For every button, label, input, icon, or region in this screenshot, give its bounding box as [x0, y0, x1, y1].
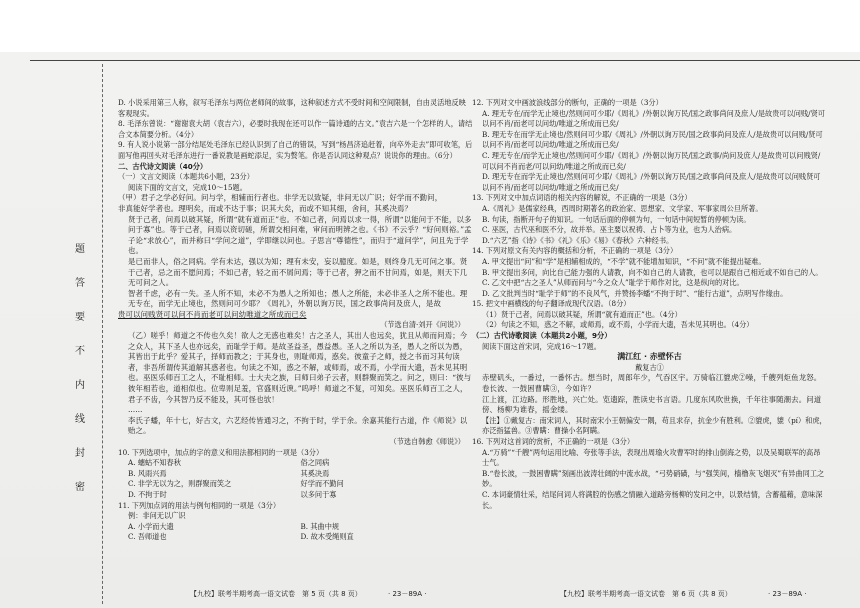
passage-e: （乙）嗟乎！师道之不传也久矣！欲人之无惑也难矣！古之圣人，其出人也远矣，犹且从师而问焉；今之众人，其下圣人也亦远矣，而耻学于师。是故圣益圣，愚益愚。圣人之所以为圣，愚人之所以为愚，其皆出于此乎？爱其子，择师而教之；于其身也，则耻师焉，惑矣。彼童子之师，授之书而习其句读者，非吾所谓传其道解其惑者也。句读之不知，惑之不解，或师焉，或不焉，小学而大遗，吾未见其明也。巫医乐师百工之人，不耻相师。士大夫之族，曰师曰弟子云者，则群聚而笑之。问之，则曰：“彼与彼年相若也，道相似也。位卑则足羞，官盛则近谀。”呜呼！师道之不复，可知矣。巫医乐师百工之人，君子不齿，今其智乃反不能及，其可怪也欤！ [128, 331, 472, 404]
question-11-options [118, 522, 473, 543]
footer-right-code: · 23－89A · [768, 590, 807, 598]
passage-c: 是已而非人，俗之同病。学有未达，强以为知；理有未安，妄以臆度。如是，则终身几无可问之事。贤于己者，忌之而不愿问焉；不如己者，轻之而不屑问焉；等于己者，狎之而不甘问焉，如是，则天下几无可问之人。 [128, 256, 468, 288]
binding-word: 密 [75, 482, 85, 493]
footer-right-label: 【九校】联考半期考高一语文试卷 第 6 页（共 8 页） [560, 590, 732, 598]
q15-part-1: （1）贤于己者，问焉以破其疑，所谓“就有道而正”也。（4分） [482, 309, 682, 319]
question-13: 13. 下列对文中加点词语的相关内容的解说，不正确的一项是（3分） [472, 193, 692, 203]
passage-ellipsis: …… [128, 405, 143, 415]
poem-stanza-2: 江上渡，江边路。形胜地，兴亡处。览遗踪，胜读史书言语。几度东风吹世换，千年往事随潮去。问道傍、杨柳为谁春，摇金缕。 [482, 394, 822, 415]
passage-b: 贤于己者，问焉以破其疑，所谓“就有道而正”也。不如己者，问焉以求一得，所谓“以能问于不能，以多问于寡”也。等于己者，问焉以资切磋，所谓交相问难，审问而明辨之也。《书》不云乎？“好问则裕。”孟子论“求放心”，而并称曰“学问之道”，学即继以问也。子思言“尊德性”，而归于“道问学”，问且先于学也。 [128, 214, 472, 256]
reading-instruction: 阅读下面的文言文，完成10～15题。 [128, 182, 247, 192]
question-10: 10. 下列选项中，加点的字的意义和用法都相同的一项是（3分） [118, 447, 324, 457]
q14-option-c: C. 乙文中把“古之圣人”从师而问与“今之众人”耻学于师作对比，这是纵向的对比。 [482, 278, 744, 288]
binding-margin [62, 64, 103, 604]
q14-option-b: B. 甲文提出多问，向比自己能力强的人请教，向不如自己的人请教，也可以是跟自己相近或不如自己的人。 [482, 267, 823, 277]
q13-option-b: B. 句读，指断开句子的知识。一句话后面的停顿为句，一句话中间短暂的停顿为读。 [482, 214, 751, 224]
q15-part-2: （2）句读之不知，惑之不解，或师焉，或不焉，小学而大遗，吾未见其明也。（4分） [482, 320, 754, 330]
binding-word: 内 [75, 380, 85, 391]
q10-option: D. 不拘于时 [128, 489, 167, 499]
question-16: 16. 下列对这首词的赏析，不正确的一项是（3分） [472, 437, 635, 446]
passage-d: 智者千虑，必有一失。圣人所不知，未必不为愚人之所知也；愚人之所能，未必非圣人之所不能也。理无专在，而学无止境也，然则问可少耶？《周礼》，外朝以询万民，国之政事尚问及庶人，是故 [128, 288, 468, 309]
poem-stanza-1: 赤壁矶头，一番过，一番怀古。想当时，周郎年少，气吞区宇。万骑临江貔虎②噪，千艘列炬鱼龙怒。卷长波、一鼓困曹瞒③，今如许？ [482, 373, 822, 394]
q11-option: C. 吾师道也 [128, 532, 167, 542]
source-citation-a: （节选自清·刘开《问说》） [380, 320, 465, 330]
question-11-example: 例：非问无以广识 [128, 511, 186, 521]
poem-author: 戴复古① [635, 362, 664, 372]
q16-option-c: C. 本词豪情壮采，结尾问词人将满腔的伤感之情融入道路旁杨柳的发问之中，以景结情，含蓄蕴藉，意味深长。 [482, 489, 823, 510]
q10-option: 好学而不勤问 [300, 479, 344, 489]
q13-option-c: C. 巫医，古代巫和医不分，故并举。巫主要以祝祷、占卜等为业，也为人治病。 [482, 225, 737, 235]
question-8: 8. 毛泽东曾说：“谢谢袁大胡（袁吉六），必要时我现在还可以作一篇诗通的古文。”袁吉六是一个怎样的人，请结合文本简要分析。（4分） [118, 119, 473, 139]
passage-a-line-1: （甲）君子之学必好问。问与学，相辅而行者也。非学无以致疑，非问无以广识；好学而不勤问， [118, 193, 443, 203]
passage-f: 李氏子蟠，年十七，好古文，六艺经传皆通习之，不拘于时，学于余。余嘉其能行古道，作《师说》以贻之。 [128, 415, 468, 436]
binding-word: 要 [75, 312, 85, 323]
poem-note: 【注】①戴复古：南宋词人，其时南宋小王朝偏安一隅，苟且求存，抗金少有胜利。②貔虎，貔（pí）和虎，亦泛指猛兽。③曹瞒：曹操小名阿瞒。 [482, 415, 827, 436]
scan-top-margin [0, 0, 860, 52]
q10-option: C. 非学无以为之，则群聚而笑之 [128, 479, 232, 489]
poem-instruction: 阅读下面这首宋词，完成16～17题。 [482, 341, 601, 351]
binding-word: 题 [75, 244, 85, 255]
passage-d-wavy-underline: 贵可以问贱贤可以问不肖而老可以问幼唯道之所成而已矣 [118, 309, 307, 319]
section-2a-heading: （一）文言文阅读（本题共6小题，23分） [118, 172, 254, 182]
passage-a-line-2: 非真能好学者也。理明矣，而或不达于事；识其大矣，而或不知其细，舍问，其奚决焉？ [118, 203, 413, 213]
question-9: 9. 有人说小说第一部分结尾处毛泽东已经认识到了自己的错误，写到“杨昌济追赶着，向卒外走去”即可收笔，后面写他再回头对毛泽东进行一番说教是画蛇添足，实为赘笔。你是否认同这种观点？说说你的理由。（6分） [118, 140, 473, 160]
q16-option-a: A.“万骑”“千艘”两句运用比喻、夸张等手法，表现出周瑜火攻曹军时的排山倒海之势，以及吴蜀联军的高昂士气。 [482, 447, 821, 468]
q11-option: D. 故木受绳则直 [300, 532, 354, 542]
binding-word: 不 [75, 346, 85, 357]
q16-option-b: B.“卷长波，一鼓困曹瞒”刻画出波涛壮阔的中流水战，“弓势硝磺，与“强笑间，樯橹灰飞烟灭”有异曲同工之妙。 [482, 468, 825, 489]
q13-option-d: D.“六艺”指《诗》《书》《礼》《乐》《易》《春秋》六种经书。 [482, 235, 674, 245]
section-2-heading: 二、古代诗文阅读（40分） [118, 161, 208, 171]
q12-option-a: A. 理无专在/而学无止境也/然则问可少耶/《周礼》/外朝以询万民/国之政事尚问及庶人/是故贵可以问贱/贤可以问不肖/而老可以问幼/唯道之所成而已矣/ [482, 108, 825, 129]
binding-word: 封 [75, 448, 85, 459]
question-14: 14. 下列对原文有关内容的概括和分析，不正确的一项是（3分） [472, 246, 678, 256]
q12-option-d: D. 理无专在而学无止境也/然则问可少耶/《周礼》/外朝以询万民/国之政事尚问及庶人/是故贵可以问贱贤可以问不肖/而老可以问幼/唯道之所成而已矣/ [482, 172, 821, 192]
section-2b-heading: （二）古代诗歌阅读（本题共2小题，9分） [472, 331, 612, 341]
question-11: 11. 下列加点词的用法与例句相同的一项是（3分） [118, 500, 281, 510]
question-12: 12. 下列对文中画波浪线部分的断句，正确的一项是（3分） [472, 98, 663, 107]
q14-option-a: A. 甲文提出“问”和“学”是相辅相成的，“不学”就不能增加知识，“不问”就不能提出疑难。 [482, 256, 766, 266]
footer-left-code: · 23－89A · [388, 590, 427, 598]
q11-option: A. 小学而大遗 [128, 521, 174, 531]
q14-option-d: D. 乙文批判当时“耻学于师”的不良风气，并赞扬李蟠“不拘于时”、“能行古道”，点明写作缘由。 [482, 288, 788, 298]
q12-option-c: C. 理无专在/而学无止境也/然则问可少耶/《周礼》/外朝以询万民/国之政事/尚问及庶人/是故贵可以问贱贤/可以问不肖而老/可以问幼/唯道之所成而已矣/ [482, 150, 821, 171]
left-page-column [118, 98, 473, 543]
q12-option-b: B. 理无专在而学无止境也/然则问可少耶/《周礼》/外朝以询万民/国之政事尚问及庶人/是故贵可以问贱/贤可以问不肖/而老可以问幼/唯道之所成而已矣/ [482, 129, 823, 150]
q10-option: B. 风雨兴焉 [128, 468, 167, 478]
q10-option: 其奚决焉 [300, 468, 330, 478]
q13-option-a: A.《周礼》是儒家经典，西周时期著名的政治家、思想家、文学家、军事家周公旦所著。 [482, 203, 763, 213]
question-15: 15. 把文中画横线的句子翻译成现代汉语。（8分） [472, 299, 631, 309]
page-top-rule [30, 60, 860, 61]
q10-option: 以多问于寡 [300, 489, 337, 499]
q10-option: 俗之同病 [300, 458, 330, 468]
q10-option: A. 蟪蛄不知春秋 [128, 458, 181, 468]
right-page-column [472, 98, 827, 511]
q11-option: B. 其曲中规 [300, 521, 340, 531]
binding-word: 线 [75, 414, 85, 425]
source-citation-b: （节选自韩愈《师说》） [389, 437, 465, 446]
option-d-continued: D. 小说采用第三人称，叙写毛泽东与两位老师间的故事，这种叙述方式不受时间和空间限制，自由灵活地反映客观现实。 [118, 98, 466, 118]
binding-word: 答 [75, 278, 85, 289]
question-10-options [118, 458, 473, 500]
poem-title: 满江红 · 赤壁怀古 [617, 352, 682, 362]
footer-left-label: 【九校】联考半期考高一语文试卷 第 5 页（共 8 页） [190, 590, 362, 598]
